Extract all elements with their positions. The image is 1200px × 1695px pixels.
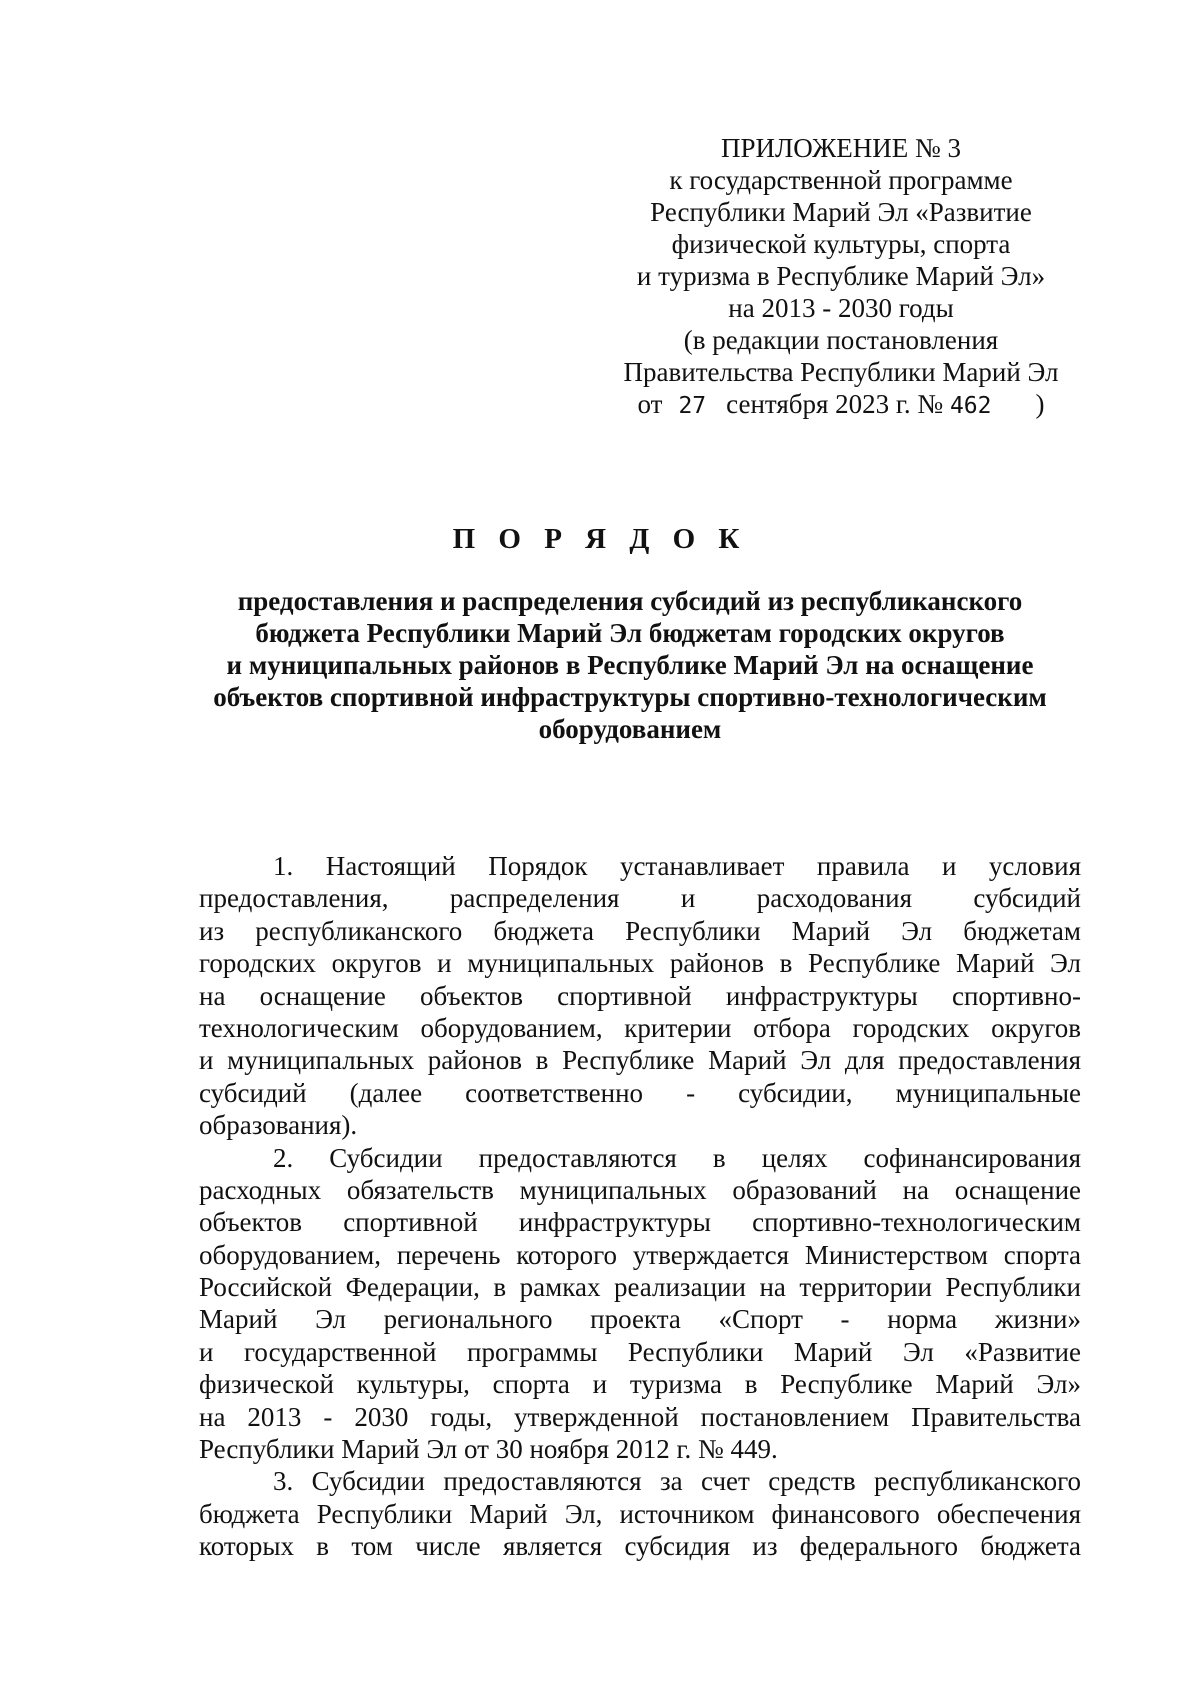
paragraph-1-line: на оснащение объектов спортивной инфраструктуры спортивно- <box>199 980 1081 1011</box>
paragraph-2-line: физической культуры, спорта и туризма в Республике Марий Эл» <box>199 1369 1081 1400</box>
paragraph-1-line: технологическим оборудованием, критерии отбора городских округов <box>199 1012 1081 1043</box>
appendix-line: на 2013 - 2030 годы <box>728 293 954 323</box>
paragraph-1-line: из республиканского бюджета Республики Марий Эл бюджетам <box>199 915 1081 946</box>
paragraph-1-line: и муниципальных районов в Республике Марий Эл для предоставления <box>199 1045 1081 1076</box>
paragraph-2-line: расходных обязательств муниципальных образований на оснащение <box>199 1174 1081 1205</box>
appendix-line: Правительства Республики Марий Эл <box>623 357 1059 387</box>
paragraph-2-line: Республики Марий Эл от 30 ноября 2012 г. № 449. <box>199 1434 778 1465</box>
appendix-line: физической культуры, спорта <box>671 229 1011 259</box>
paragraph-2-line: и государственной программы Республики Марий Эл «Развитие <box>199 1336 1081 1367</box>
appendix-line: Республики Марий Эл «Развитие <box>650 197 1032 227</box>
paragraph-2-line: Российской Федерации, в рамках реализации на территории Республики <box>199 1272 1081 1303</box>
subtitle-line: объектов спортивной инфраструктуры спортивно-технологическим <box>213 682 1047 712</box>
appendix-block <box>596 132 1086 422</box>
subtitle-line: бюджета Республики Марий Эл бюджетам городских округов <box>255 618 1005 648</box>
paragraph-1-line: городских округов и муниципальных районов в Республике Марий Эл <box>199 948 1081 979</box>
appendix-date-line <box>596 388 1086 422</box>
paragraph-1-line: 1. Настоящий Порядок устанавливает правила и условия <box>273 851 1081 881</box>
paragraph-2-line: оборудованием, перечень которого утверждается Министерством спорта <box>199 1239 1081 1270</box>
paragraph-3-line: 3. Субсидии предоставляются за счет средств республиканского <box>273 1466 1081 1497</box>
date-prefix: от <box>637 389 663 419</box>
paragraph-2-line: 2. Субсидии предоставляются в целях софинансирования <box>273 1142 1081 1173</box>
date-suffix: ) <box>1035 389 1045 419</box>
appendix-title: ПРИЛОЖЕНИЕ № 3 <box>720 133 962 163</box>
paragraph-3-line: которых в том числе является субсидия из федерального бюджета <box>199 1531 1081 1562</box>
paragraph-1-line: образования). <box>199 1110 358 1141</box>
document-body <box>199 850 1081 1563</box>
date-day: 27 <box>678 393 707 419</box>
resolution-number: 462 <box>949 393 992 419</box>
paragraph-2-line: Марий Эл регионального проекта «Спорт - норма жизни» <box>199 1304 1081 1335</box>
date-month-year: сентября 2023 г. № <box>726 389 944 419</box>
appendix-line: (в редакции постановления <box>683 325 999 355</box>
subtitle-line: и муниципальных районов в Республике Марий Эл на оснащение <box>226 650 1034 680</box>
subtitle-line: предоставления и распределения субсидий из республиканского <box>237 586 1023 616</box>
document-heading: П О Р Я Д О К <box>452 523 748 555</box>
paragraph-1-line: субсидий (далее соответственно - субсидии, муниципальные <box>199 1077 1081 1108</box>
appendix-line: и туризма в Республике Марий Эл» <box>636 261 1046 291</box>
appendix-line: к государственной программе <box>669 165 1013 195</box>
paragraph-3-line: бюджета Республики Марий Эл, источником финансового обеспечения <box>199 1498 1081 1529</box>
paragraph-2-line: объектов спортивной инфраструктуры спортивно-технологическим <box>199 1207 1081 1238</box>
paragraph-1-line: предоставления, распределения и расходования субсидий <box>199 883 1081 914</box>
subtitle-line: оборудованием <box>538 714 722 744</box>
paragraph-2-line: на 2013 - 2030 годы, утвержденной постановлением Правительства <box>199 1401 1081 1432</box>
document-subtitle <box>190 585 1070 745</box>
